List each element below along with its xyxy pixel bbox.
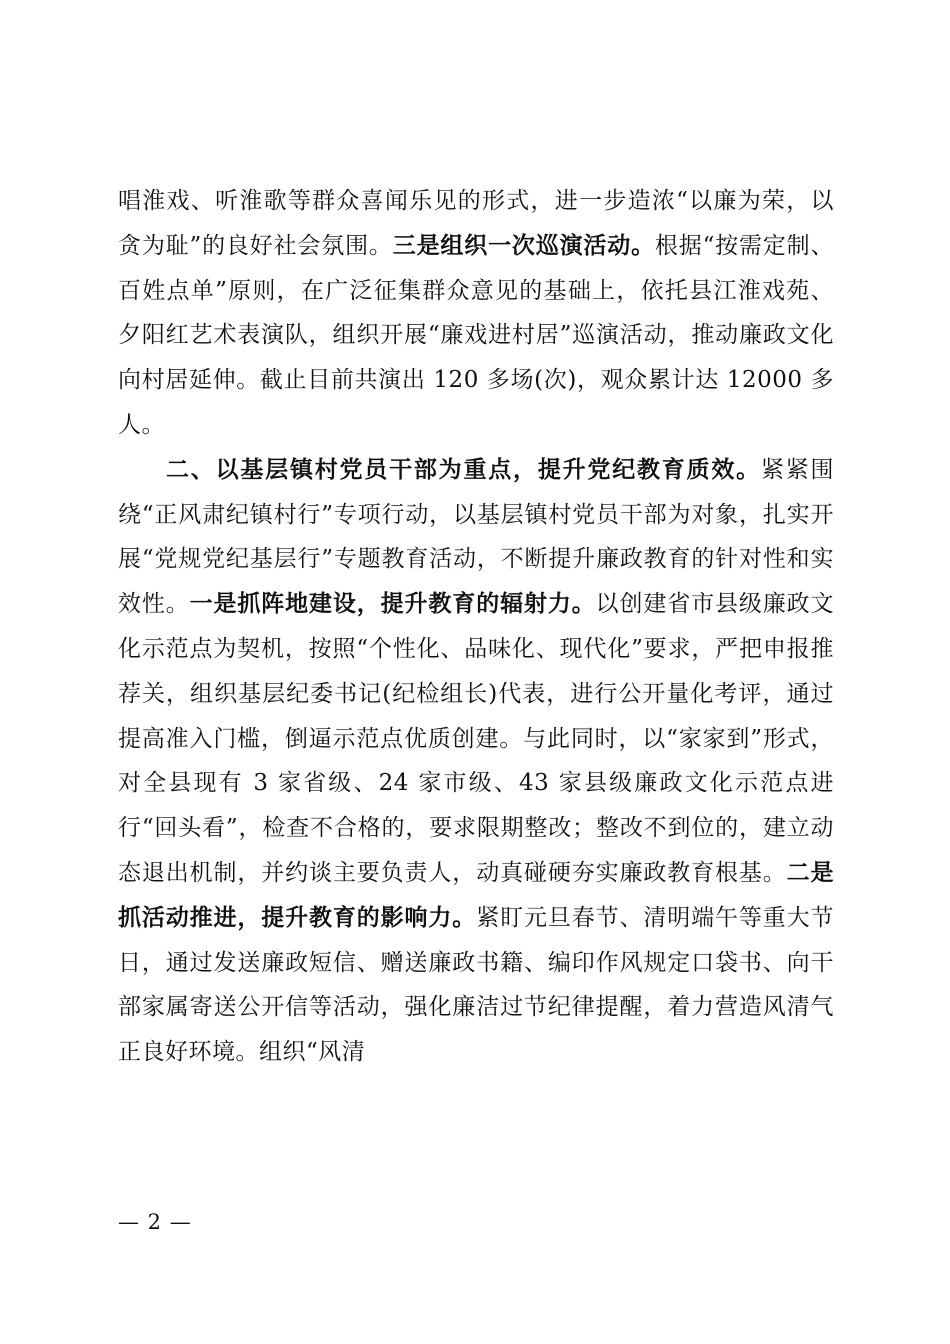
paragraph-text: 紧紧围绕“正风肃纪镇村行”专项行动，以基层镇村党员干部为对象，扎实开展“党规党纪基层行”专题教育活动，不断提升廉政教育的针对性和实效性。 [118, 456, 835, 618]
paragraph-section-two [118, 448, 834, 1075]
paragraph-text: 紧盯元旦春节、清明端午等重大节日，通过发送廉政短信、赠送廉政书籍、编印作风规定口袋书、向干部家属寄送公开信等活动，强化廉洁过节纪律提醒，着力营造风清气正良好环境。组织“风清 [118, 904, 835, 1066]
paragraph-continuation [118, 179, 834, 448]
page-number: — 2 — [118, 1210, 192, 1234]
bold-heading-inline: 一是抓阵地建设，提升教育的辐射力。 [189, 591, 596, 618]
section-heading: 二、以基层镇村党员干部为重点，提升党纪教育质效。 [166, 456, 761, 483]
paragraph-text: 以创建省市县级廉政文化示范点为契机，按照“个性化、品味化、现代化”要求，严把申报推荐关，组织基层纪委书记(纪检组长)代表，进行公开量化考评，通过提高准入门槛，倒逼示范点优质创建。与此同时，以“家家到”形式，对全县现有 3 家省级、24 家市级、43 家县级廉政文化示范点进行“回头看”，检查不合格的，要求限期整改；整改不到位的，建立动态退出机制，并约谈主要负责人，动真碰硬夯实廉政教育根基。 [118, 591, 835, 886]
bold-heading-inline: 三是组织一次巡演活动。 [392, 232, 655, 259]
paragraph-text: 唱淮戏、听淮歌等群众喜闻乐见的形式，进一步造浓“以廉为荣，以贪为耻”的良好社会氛围。 [118, 188, 834, 259]
bold-heading-inline: 二是抓活动推进，提升教育的影响力。 [118, 859, 835, 931]
document-body [118, 179, 834, 1075]
paragraph-text: 根据“按需定制、百姓点单”原则，在广泛征集群众意见的基础上，依托县江淮戏苑、夕阳红艺术表演队，组织开展“廉戏进村居”巡演活动，推动廉政文化向村居延伸。截止目前共演出 120 多场(次)，观众累计达 12000 多人。 [118, 232, 834, 438]
